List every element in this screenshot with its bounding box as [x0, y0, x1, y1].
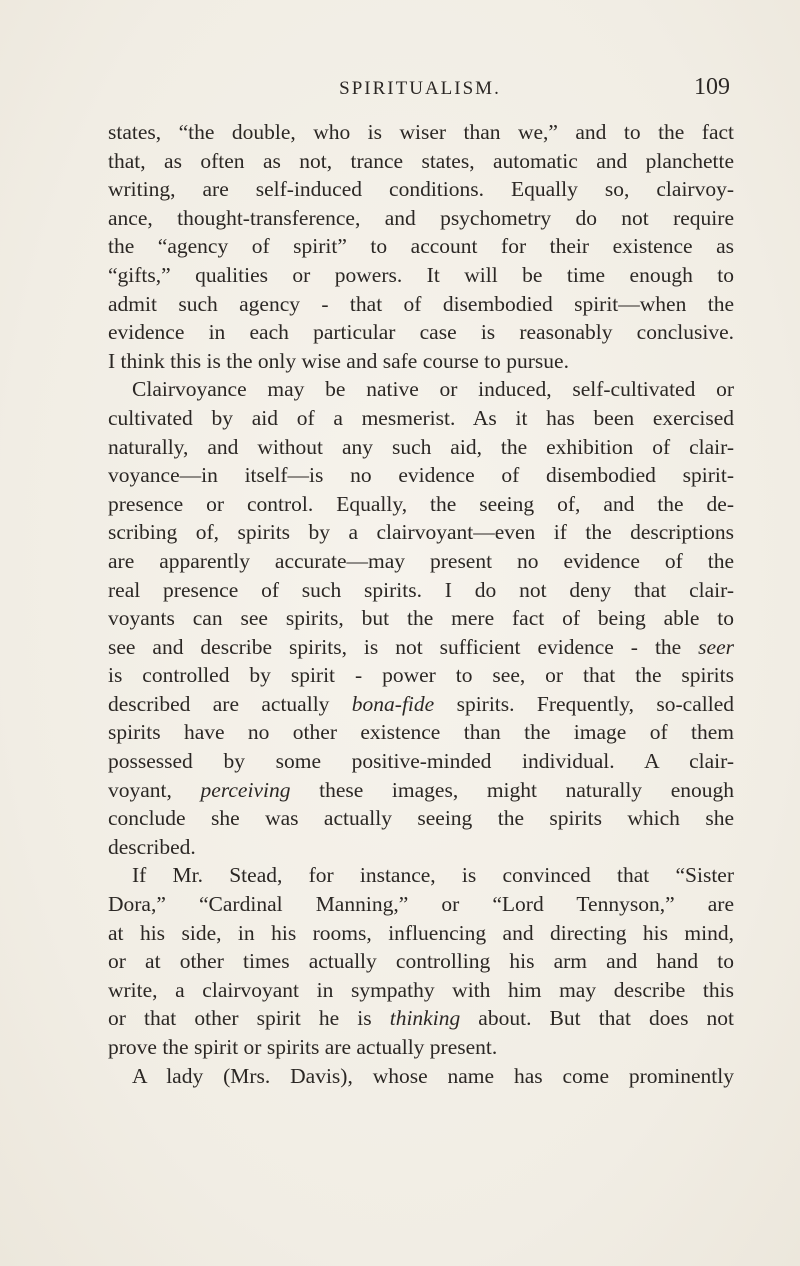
running-head — [110, 74, 730, 106]
text-line: spirits have no other existence than the image of them — [108, 720, 734, 745]
text-line: naturally, and without any such aid, the exhibition of clair- — [108, 434, 734, 459]
text-line: real presence of such spirits. I do not deny that clair- — [108, 577, 734, 602]
text-line: presence or control. Equally, the seeing of, and the de- — [108, 491, 734, 516]
page-number: 109 — [694, 74, 730, 100]
text-line: voyants can see spirits, but the mere fact of being able to — [108, 606, 734, 631]
text-line: states, “the double, who is wiser than we,” and to the fact — [108, 120, 734, 144]
paragraph-end-line: prove the spirit or spirits are actually present. — [108, 1035, 498, 1059]
text-run: voyant, — [108, 777, 201, 802]
paragraph-start-line: Clairvoyance may be native or induced, self-cultivated or — [132, 377, 734, 402]
text-line: writing, are self-induced conditions. Equally so, clairvoy- — [108, 177, 734, 202]
text-line: the “agency of spirit” to account for their existence as — [108, 234, 734, 259]
text-line: ance, thought-transference, and psychometry do not require — [108, 205, 734, 230]
italic-word: perceiving — [200, 777, 291, 802]
text-line — [108, 633, 734, 662]
text-line: evidence in each particular case is reasonably conclusive. — [108, 320, 734, 345]
italic-word: thinking — [389, 1006, 461, 1031]
text-line: at his side, in his rooms, influencing and directing his mind, — [108, 920, 734, 945]
text-line: admit such agency - that of disembodied spirit—when the — [108, 291, 734, 316]
text-line: write, a clairvoyant in sympathy with him may describe this — [108, 977, 734, 1002]
text-run: spirits. Frequently, so-called — [434, 691, 734, 716]
text-line — [108, 690, 734, 719]
text-run: these images, might naturally enough — [290, 777, 734, 802]
text-run: described are actually — [108, 691, 352, 716]
paragraph-end-line: described. — [108, 834, 196, 859]
text-line: are apparently accurate—may present no evidence of the — [108, 548, 734, 573]
paragraph-start-line: A lady (Mrs. Davis), whose name has come prominently — [132, 1063, 734, 1088]
text-line: that, as often as not, trance states, automatic and planchette — [108, 148, 734, 173]
paragraph-start-line: If Mr. Stead, for instance, is convinced that “Sister — [132, 863, 734, 888]
text-line: conclude she was actually seeing the spirits which she — [108, 806, 734, 831]
text-run: about. But that does not — [460, 1006, 735, 1031]
text-line: possessed by some positive-minded individual. A clair- — [108, 749, 734, 774]
text-line: is controlled by spirit - power to see, or that the spirits — [108, 663, 734, 688]
text-line: or at other times actually controlling his arm and hand to — [108, 949, 734, 974]
paragraph-end-line: I think this is the only wise and safe course to pursue. — [108, 348, 569, 373]
text-line: voyance—in itself—is no evidence of disembodied spirit- — [108, 463, 734, 488]
italic-word: seer — [698, 634, 734, 659]
text-line — [108, 1004, 734, 1033]
text-line: scribing of, spirits by a clairvoyant—even if the descriptions — [108, 520, 734, 545]
text-line: cultivated by aid of a mesmerist. As it has been exercised — [108, 405, 734, 430]
text-run: see and describe spirits, is not sufficient evidence - the — [108, 634, 699, 659]
running-title: SPIRITUALISM. — [339, 78, 501, 99]
text-line: “gifts,” qualities or powers. It will be time enough to — [108, 262, 734, 287]
italic-word: bona-fide — [351, 691, 435, 716]
text-line — [108, 776, 734, 805]
body-text — [108, 118, 734, 1090]
text-line: Dora,” “Cardinal Manning,” or “Lord Tennyson,” are — [108, 892, 734, 917]
text-run: or that other spirit he is — [108, 1006, 390, 1031]
